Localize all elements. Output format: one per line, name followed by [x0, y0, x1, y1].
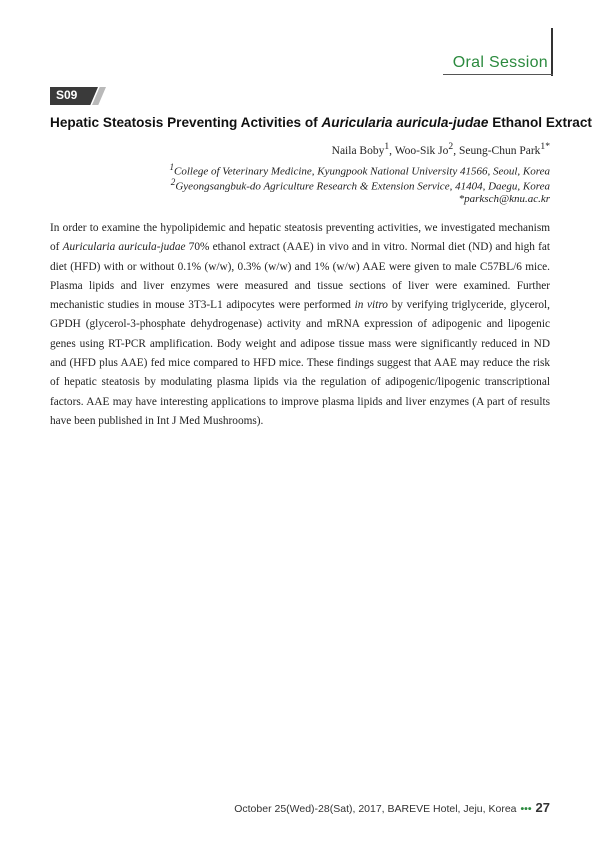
abstract-invitro: in vitro — [354, 299, 388, 312]
author-name: Naila Boby — [331, 144, 385, 157]
author-sup: 2 — [448, 141, 454, 152]
affiliation-sup: 2 — [170, 177, 176, 187]
title-species: Auricularia auricula-judae — [321, 115, 489, 130]
page-footer — [234, 800, 550, 815]
author-list: Naila Boby$^1$, Woo-Sik Jo$^2$, Seung-Chun Park$^{1*}$ — [331, 141, 550, 157]
footer-dots: ••• — [520, 803, 532, 815]
affiliation-sup: 1 — [169, 162, 175, 172]
title-suffix: Ethanol Extract — [488, 115, 592, 130]
affiliation — [171, 177, 550, 193]
abstract-body — [50, 219, 550, 431]
author-name: Woo-Sik Jo — [394, 144, 449, 157]
header-underline — [443, 74, 553, 75]
session-label: Oral Session — [452, 54, 548, 71]
title-prefix: Hepatic Steatosis Preventing Activities of — [50, 115, 322, 130]
affiliation — [169, 162, 550, 178]
paper-title — [50, 115, 592, 130]
footer-event: October 25(Wed)-28(Sat), 2017, BAREVE Hotel, Jeju, Korea — [234, 803, 517, 815]
abstract-id: S09 — [56, 88, 78, 102]
affiliation-text: College of Veterinary Medicine, Kyungpook National University 41566, Seoul, Korea — [174, 165, 550, 178]
page-number: 27 — [535, 800, 550, 815]
affiliation-text: Gyeongsangbuk-do Agriculture Research & Extension Service, 41404, Daegu, Korea — [175, 180, 550, 193]
author-name: Seung-Chun Park — [458, 144, 541, 157]
corresponding-email: *parksch@knu.ac.kr — [458, 193, 550, 205]
abstract-text: In order to examine the hypolipidemic and hepatic steatosis preventing activities, we investigated mechanism of — [50, 222, 550, 254]
author-sup: 1 — [384, 141, 390, 152]
abstract-text: by verifying triglyceride, glycerol, GPDH (glycerol-3-phosphate dehydrogenase) activity and mRNA expression of adipogenic and lipogenic genes using RT-PCR amplification. Body weight and adipose tissue mass were significantly reduced in ND and (HFD plus AAE) fed mice compared to HFD mice. These findings suggest that AAE may reduce the risk of hepatic steatosis by modulating plasma lipids via the regulation of adipogenic/lipogenic transcriptional factors. AAE may have interesting applications to improve plasma lipids and liver enzymes (A part of results have been published in Int J Med Mushrooms). — [50, 299, 550, 427]
author-sup: 1* — [540, 141, 550, 152]
header-vertical-rule — [551, 28, 553, 76]
abstract-species: Auricularia auricula-judae — [62, 241, 186, 254]
abstract-text: 70% ethanol extract (AAE) in vivo and in vitro. Normal diet (ND) and high fat diet (HFD) with or without 0.1% (w/w), 0.3% (w/w) and 1% (w/w) AAE were given to male C57BL/6 mice. Plasma lipids and liver enzymes were measured and tissue sections of liver were examined. Further mechanistic studies in mouse 3T3-L1 adipocytes were performed — [50, 241, 550, 312]
